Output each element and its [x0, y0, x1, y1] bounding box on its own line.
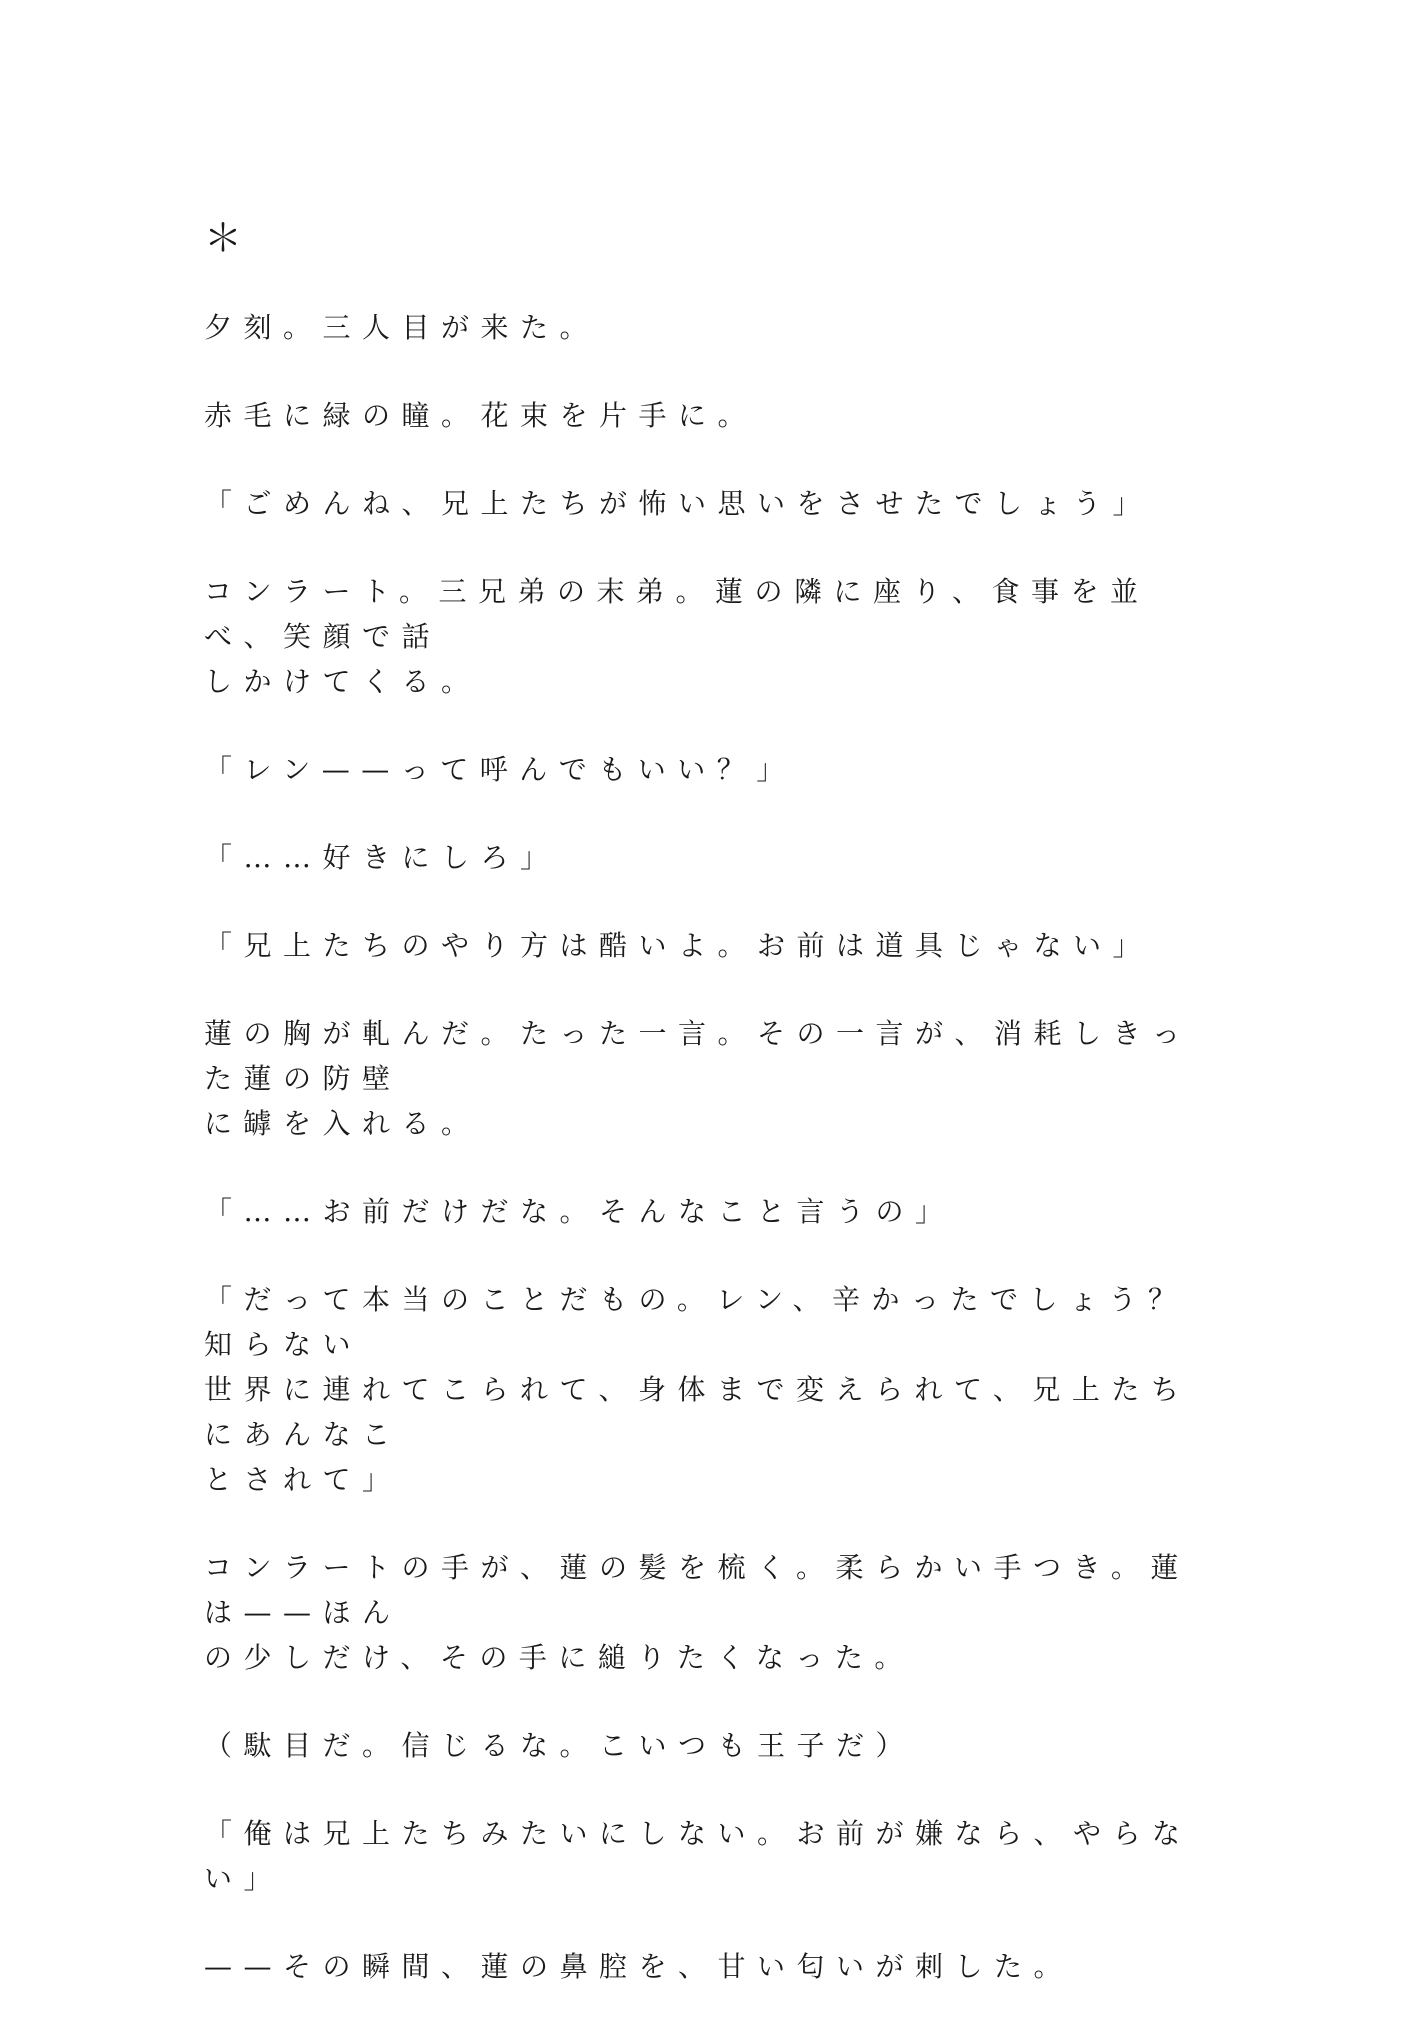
section-break-asterisk: ＊ — [204, 216, 243, 260]
inner-thought-paragraph: （駄目だ。信じるな。こいつも王子だ） — [204, 1729, 916, 1762]
paragraph: ——その瞬間、蓮の鼻腔を、甘い匂いが刺した。 — [204, 1950, 1074, 1983]
dialogue-paragraph: 「……お前だけだな。そんなこと言うの」 — [204, 1195, 955, 1228]
dialogue-paragraph: 「……好きにしろ」 — [204, 841, 560, 874]
dialogue-paragraph: 「ごめんね、兄上たちが怖い思いをさせたでしょう」 — [204, 487, 1153, 520]
body-text — [204, 214, 1204, 2032]
dialogue-paragraph: 「レン——って呼んでもいい？」 — [204, 753, 796, 786]
paragraph: 蓮の胸が軋んだ。たった一言。その一言が、消耗しきった蓮の防壁 に罅を入れる。 — [204, 1017, 1192, 1140]
dialogue-paragraph: 「俺は兄上たちみたいにしない。お前が嫌なら、やらない」 — [204, 1817, 1192, 1895]
paragraph: コンラートの手が、蓮の髪を梳く。柔らかい手つき。蓮は——ほん の少しだけ、その手に縋りたくなった。 — [204, 1551, 1190, 1674]
dialogue-paragraph: 「だって本当のことだもの。レン、辛かったでしょう？ 知らない 世界に連れてこられて、身体まで変えられて、兄上たちにあんなこ とされて」 — [204, 1283, 1191, 1496]
dialogue-paragraph: 「兄上たちのやり方は酷いよ。お前は道具じゃない」 — [204, 929, 1153, 962]
paragraph: 夕刻。三人目が来た。 — [204, 311, 600, 344]
paragraph: 赤毛に緑の瞳。花束を片手に。 — [204, 399, 758, 432]
paragraph: コンラート。三兄弟の末弟。蓮の隣に座り、食事を並べ、笑顔で話 しかけてくる。 — [204, 575, 1150, 698]
